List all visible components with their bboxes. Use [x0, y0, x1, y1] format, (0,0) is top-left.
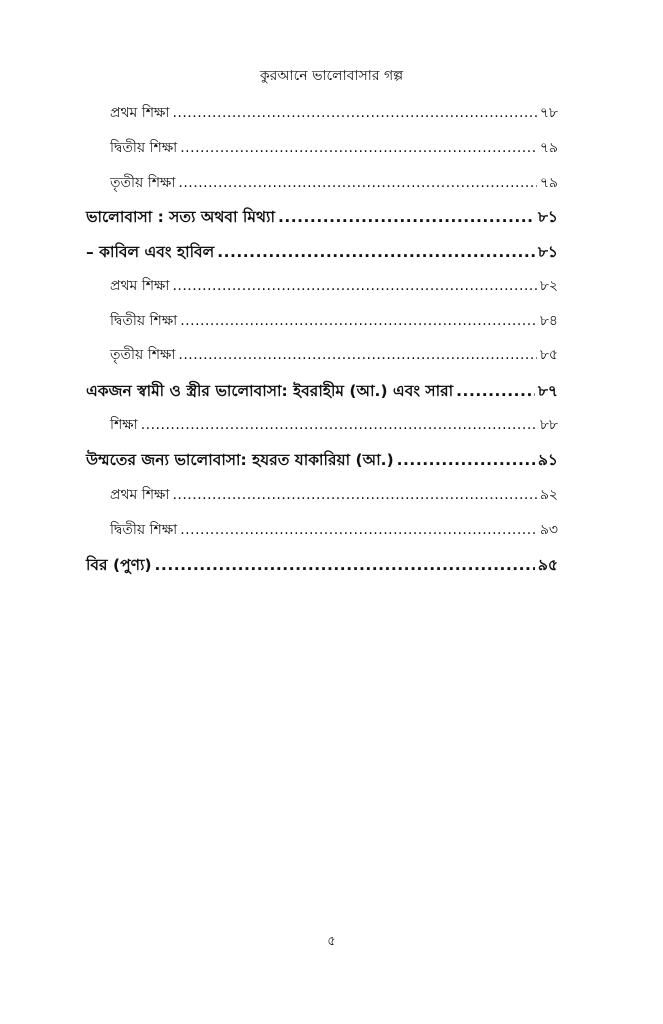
toc-entry-title: দ্বিতীয় শিক্ষা	[110, 522, 178, 538]
toc-entry	[86, 447, 558, 473]
toc-entry-title: একজন স্বামী ও স্ত্রীর ভালোবাসা: ইবরাহীম (আ.) এবং সারা	[86, 382, 454, 400]
dot-leader	[278, 204, 535, 230]
dot-leader	[180, 517, 537, 543]
page-number: ৫	[327, 934, 336, 949]
toc-entry-title: বির (পুণ্য)	[86, 556, 152, 574]
toc-entry-page: ৮১	[537, 243, 558, 261]
toc-entry-page: ৮২	[539, 278, 558, 294]
toc-entry-page: ৮৫	[539, 347, 558, 363]
toc-entry-title: দ্বিতীয় শিক্ষা	[110, 140, 178, 156]
toc-entry	[86, 239, 558, 265]
dot-leader	[172, 482, 536, 508]
dot-leader	[172, 100, 536, 126]
toc-entry	[110, 342, 558, 368]
toc-entry-title: প্রথম শিক্ষা	[110, 487, 170, 503]
toc-entry-page: ৮৭	[537, 382, 558, 400]
toc-entry	[110, 412, 558, 438]
toc-entry	[86, 378, 558, 404]
toc-entry-title: – কাবিল এবং হাবিল	[86, 243, 215, 261]
toc-entry	[110, 170, 558, 196]
dot-leader	[178, 342, 536, 368]
toc-entry-page: ৯১	[537, 451, 558, 469]
toc-entry-title: প্রথম শিক্ষা	[110, 105, 170, 121]
toc-entry	[110, 517, 558, 543]
toc-entry-page: ৭৯	[539, 175, 558, 191]
toc-entry	[110, 273, 558, 299]
toc-entry-title: উম্মতের জন্য ভালোবাসা: হযরত যাকারিয়া (আ.)	[86, 451, 394, 469]
dot-leader	[456, 378, 535, 404]
dot-leader	[180, 308, 537, 334]
dot-leader	[155, 552, 535, 578]
toc-entry-page: ৯৫	[537, 556, 558, 574]
toc-entry-title: দ্বিতীয় শিক্ষা	[110, 313, 178, 329]
toc-entry-page: ৮৮	[539, 417, 558, 433]
toc-entry	[110, 308, 558, 334]
toc-entry-page: ৯২	[539, 487, 558, 503]
toc-entry	[110, 482, 558, 508]
toc-entry-page: ৮১	[537, 208, 558, 226]
toc-entry-title: শিক্ষা	[110, 417, 138, 433]
toc-entry-page: ৮৪	[539, 313, 558, 329]
toc-entry-page: ৭৯	[539, 140, 558, 156]
toc-entry	[86, 552, 558, 578]
toc-entry-title: তৃতীয় শিক্ষা	[110, 175, 176, 191]
toc-entry-page: ৭৮	[539, 105, 558, 121]
toc-entry-page: ৯৩	[539, 522, 558, 538]
dot-leader	[180, 135, 537, 161]
toc-entry-title: তৃতীয় শিক্ষা	[110, 347, 176, 363]
dot-leader	[141, 412, 537, 438]
toc-entry	[110, 135, 558, 161]
dot-leader	[172, 273, 536, 299]
toc-entry	[86, 204, 558, 230]
dot-leader	[397, 447, 535, 473]
toc-entry-title: ভালোবাসা : সত্য অথবা মিথ্যা	[86, 208, 275, 226]
toc-entry-title: প্রথম শিক্ষা	[110, 278, 170, 294]
toc-entry	[110, 100, 558, 126]
running-header: কুরআনে ভালোবাসার গল্প	[259, 68, 404, 84]
dot-leader	[217, 239, 535, 265]
dot-leader	[178, 170, 536, 196]
